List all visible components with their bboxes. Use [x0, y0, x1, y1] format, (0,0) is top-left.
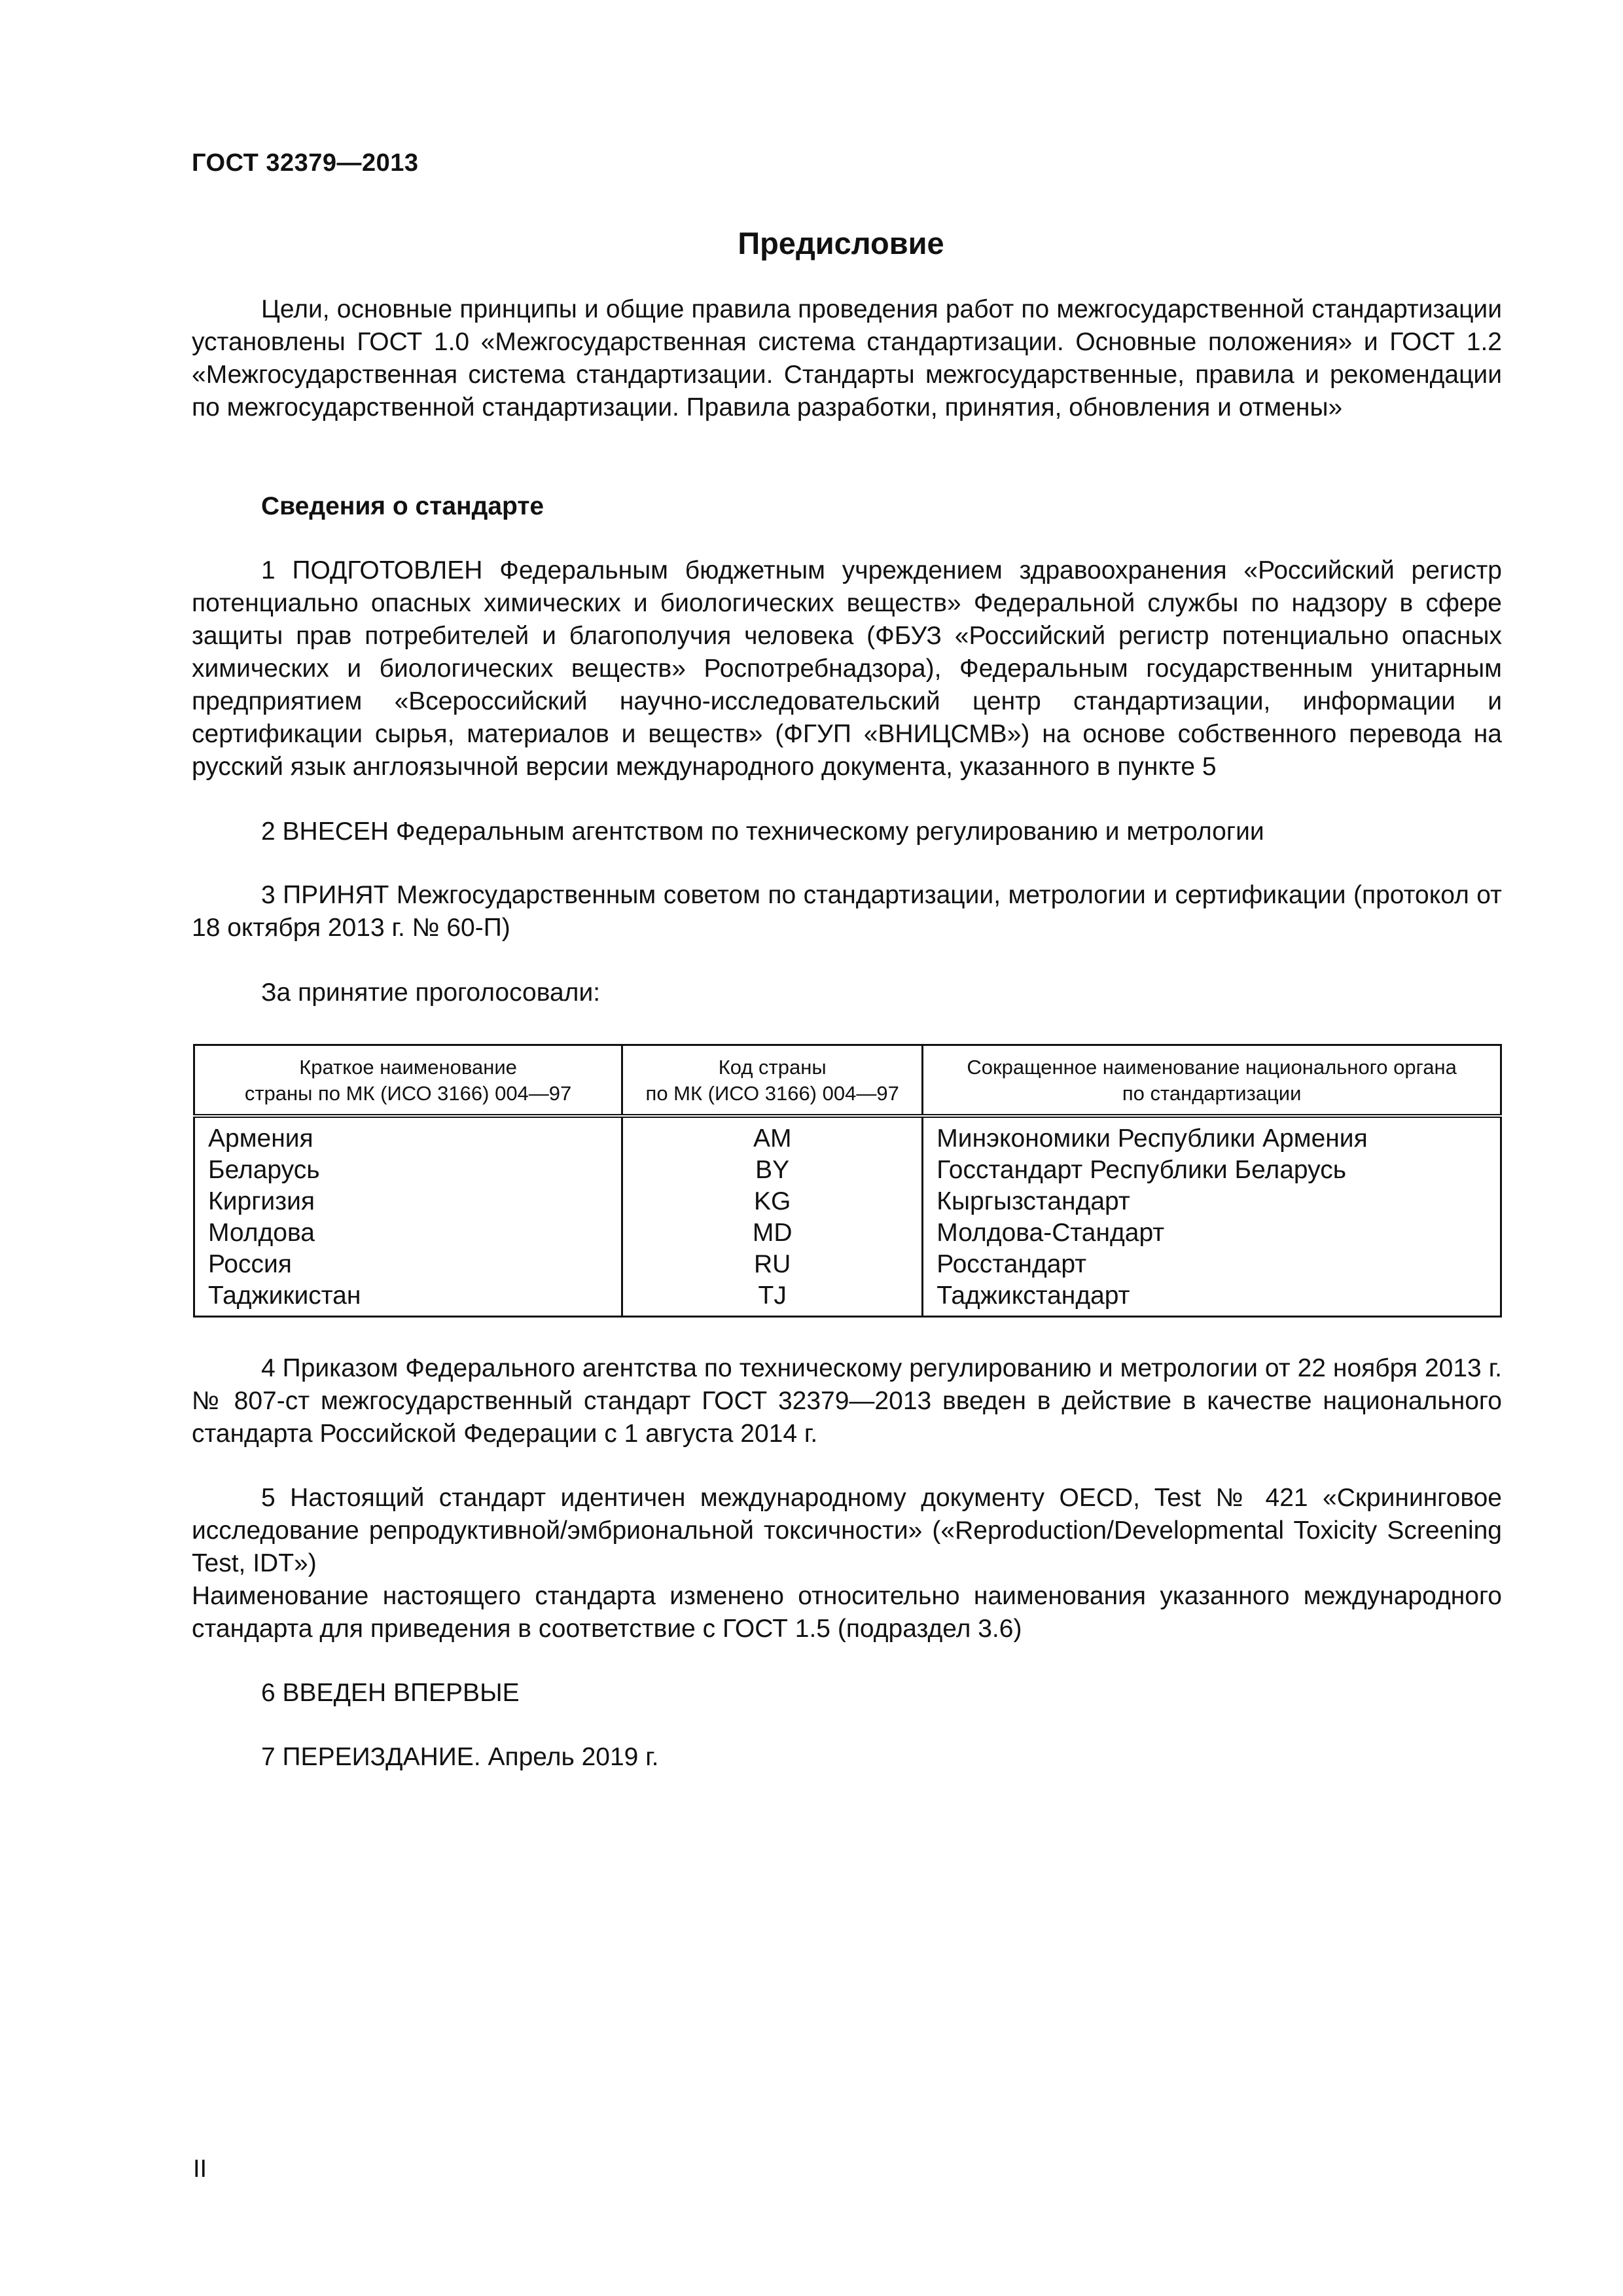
table-row — [194, 1217, 1501, 1249]
country-code-cell: MD — [622, 1217, 923, 1249]
country-code-cell: TJ — [622, 1280, 923, 1317]
standards-body-cell: Минэкономики Республики Армения — [923, 1116, 1501, 1155]
country-name-cell: Таджикистан — [194, 1280, 622, 1317]
country-name-cell: Киргизия — [194, 1186, 622, 1217]
header-country-name: Краткое наименование страны по МК (ИСО 3166) 004—97 — [194, 1045, 622, 1117]
item-4-paragraph: 4 Приказом Федерального агентства по техническому регулированию и метрологии от 22 ноября 2013 г. № 807-ст межгосударственный стандарт ГОСТ 32379—2013 введен в действие в качестве национального стандарта Российской Федерации с 1 августа 2014 г. — [192, 1354, 1502, 1448]
country-code-cell: RU — [622, 1249, 923, 1280]
item-5-note: Наименование настоящего стандарта изменено относительно наименования указанного международного стандарта для приведения в соответствие с ГОСТ 1.5 (подраздел 3.6) — [192, 1582, 1502, 1643]
standards-body-cell: Таджикстандарт — [923, 1280, 1501, 1317]
item-6-paragraph: 6 ВВЕДЕН ВПЕРВЫЕ — [261, 1679, 520, 1707]
country-code-cell: AM — [622, 1116, 923, 1155]
item-7-paragraph: 7 ПЕРЕИЗДАНИЕ. Апрель 2019 г. — [261, 1743, 659, 1771]
standards-body-cell: Кыргызстандарт — [923, 1186, 1501, 1217]
standards-body-cell: Молдова-Стандарт — [923, 1217, 1501, 1249]
header-country-code: Код страны по МК (ИСО 3166) 004—97 — [622, 1045, 923, 1117]
country-name-cell: Россия — [194, 1249, 622, 1280]
table-row — [194, 1186, 1501, 1217]
item-3-paragraph: 3 ПРИНЯТ Межгосударственным советом по стандартизации, метрологии и сертификации (протокол от 18 октября 2013 г. № 60-П) — [192, 881, 1502, 942]
voting-table — [193, 1044, 1502, 1318]
country-name-cell: Молдова — [194, 1217, 622, 1249]
standards-body-cell: Госстандарт Республики Беларусь — [923, 1155, 1501, 1186]
page-number: II — [193, 2155, 207, 2183]
country-name-cell: Армения — [194, 1116, 622, 1155]
header-standards-body: Сокращенное наименование национального органа по стандартизации — [923, 1045, 1501, 1117]
table-row — [194, 1116, 1501, 1155]
table-header-row — [194, 1045, 1501, 1117]
intro-paragraph: Цели, основные принципы и общие правила проведения работ по межгосударственной стандартизации установлены ГОСТ 1.0 «Межгосударственная система стандартизации. Основные положения» и ГОСТ 1.2 «Межгосударственная система стандартизации. Стандарты межгосударственные, правила и рекомендации по межгосударственной стандартизации. Правила разработки, принятия, обновления и отмены» — [192, 295, 1502, 422]
item-2-paragraph: 2 ВНЕСЕН Федеральным агентством по техническому регулированию и метрологии — [261, 817, 1264, 846]
country-code-cell: BY — [622, 1155, 923, 1186]
item-1-paragraph: 1 ПОДГОТОВЛЕН Федеральным бюджетным учреждением здравоохранения «Российский регистр потенциально опасных химических и биологических веществ» Федеральной службы по надзору в сфере защиты прав потребителей и благополучия человека (ФБУЗ «Российский регистр потенциально опасных химических и биологических веществ» Роспотребнадзора), Федеральным государственным унитарным предприятием «Всероссийский научно-исследовательский центр стандартизации, информации и сертификации сырья, материалов и веществ» (ФГУП «ВНИЦСМВ») на основе собственного перевода на русский язык англоязычной версии международного документа, указанного в пункте 5 — [192, 556, 1502, 781]
info-heading: Сведения о стандарте — [261, 492, 544, 520]
table-row — [194, 1249, 1501, 1280]
document-header: ГОСТ 32379—2013 — [192, 149, 419, 177]
country-name-cell: Беларусь — [194, 1155, 622, 1186]
table-row — [194, 1280, 1501, 1317]
standards-body-cell: Росстандарт — [923, 1249, 1501, 1280]
page-title: Предисловие — [738, 226, 944, 260]
country-code-cell: KG — [622, 1186, 923, 1217]
vote-intro: За принятие проголосовали: — [261, 978, 601, 1007]
item-5-paragraph: 5 Настоящий стандарт идентичен международному документу OECD, Test № 421 «Скрининговое исследование репродуктивной/эмбриональной токсичности» («Reproduction/Developmental Toxicity Screening Test, IDT») — [192, 1484, 1502, 1577]
table-row — [194, 1155, 1501, 1186]
